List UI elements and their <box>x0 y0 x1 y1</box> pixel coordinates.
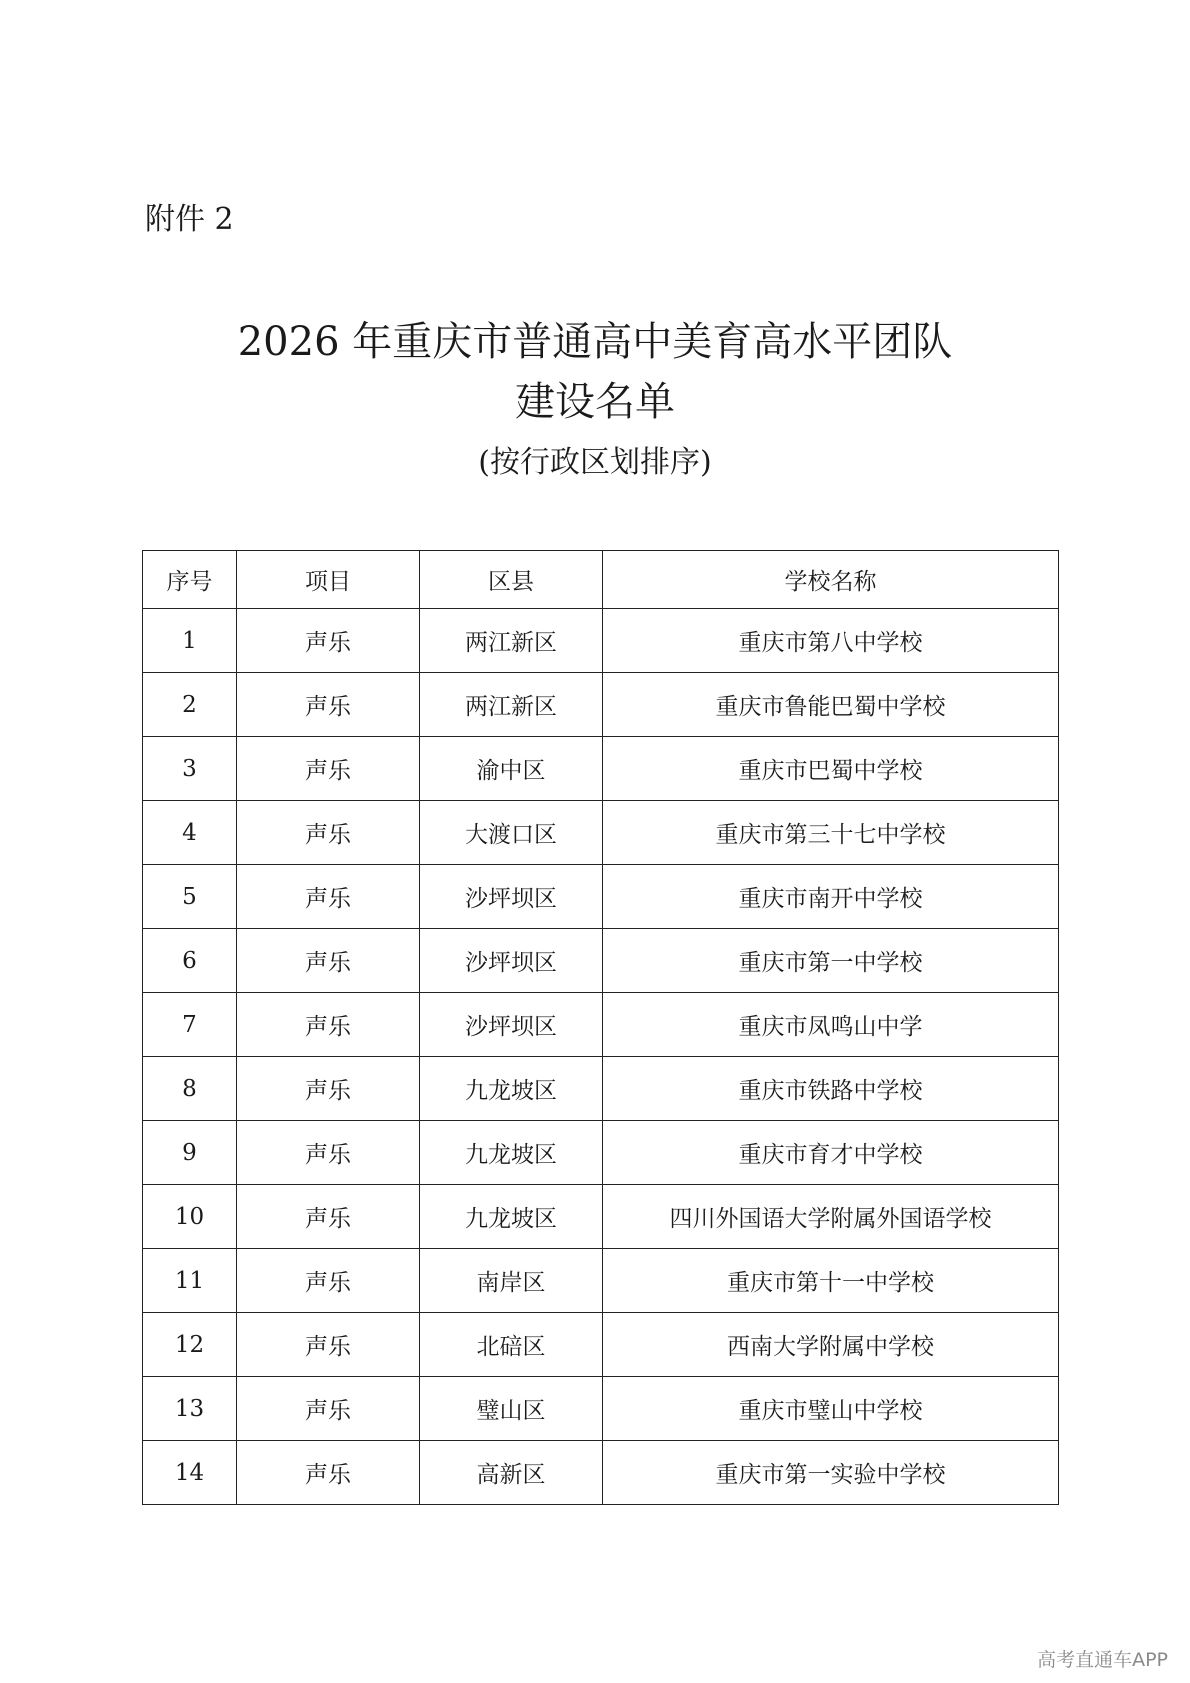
cell-district: 渝中区 <box>420 737 603 801</box>
cell-project: 声乐 <box>237 865 420 929</box>
cell-index: 4 <box>143 801 237 865</box>
cell-district: 北碚区 <box>420 1313 603 1377</box>
table-row <box>143 1249 1059 1313</box>
cell-index: 2 <box>143 673 237 737</box>
cell-index: 7 <box>143 993 237 1057</box>
cell-district: 九龙坡区 <box>420 1121 603 1185</box>
cell-district: 九龙坡区 <box>420 1185 603 1249</box>
cell-school: 重庆市第一实验中学校 <box>603 1441 1059 1505</box>
cell-school: 重庆市第三十七中学校 <box>603 801 1059 865</box>
cell-district: 沙坪坝区 <box>420 865 603 929</box>
cell-school: 重庆市第十一中学校 <box>603 1249 1059 1313</box>
cell-district: 南岸区 <box>420 1249 603 1313</box>
cell-index: 14 <box>143 1441 237 1505</box>
table-row <box>143 609 1059 673</box>
cell-school: 重庆市凤鸣山中学 <box>603 993 1059 1057</box>
cell-school: 重庆市南开中学校 <box>603 865 1059 929</box>
header-index: 序号 <box>143 551 237 609</box>
table-row <box>143 737 1059 801</box>
cell-index: 8 <box>143 1057 237 1121</box>
table-row <box>143 801 1059 865</box>
table-header-row <box>143 551 1059 609</box>
table-row <box>143 1441 1059 1505</box>
cell-school: 四川外国语大学附属外国语学校 <box>603 1185 1059 1249</box>
table-row <box>143 1057 1059 1121</box>
page-title-continued: 建设名单 <box>515 379 675 425</box>
table-body <box>143 609 1059 1505</box>
cell-index: 12 <box>143 1313 237 1377</box>
header-district: 区县 <box>420 551 603 609</box>
cell-project: 声乐 <box>237 1313 420 1377</box>
cell-project: 声乐 <box>237 1377 420 1441</box>
cell-index: 9 <box>143 1121 237 1185</box>
cell-school: 西南大学附属中学校 <box>603 1313 1059 1377</box>
cell-district: 两江新区 <box>420 609 603 673</box>
attachment-label: 附件 2 <box>145 202 234 237</box>
table-row <box>143 929 1059 993</box>
cell-project: 声乐 <box>237 673 420 737</box>
cell-school: 重庆市第八中学校 <box>603 609 1059 673</box>
cell-school: 重庆市巴蜀中学校 <box>603 737 1059 801</box>
cell-district: 两江新区 <box>420 673 603 737</box>
cell-school: 重庆市璧山中学校 <box>603 1377 1059 1441</box>
cell-project: 声乐 <box>237 737 420 801</box>
header-school: 学校名称 <box>603 551 1059 609</box>
cell-project: 声乐 <box>237 1185 420 1249</box>
cell-district: 九龙坡区 <box>420 1057 603 1121</box>
watermark: 高考直通车APP <box>1037 1649 1168 1671</box>
table-row <box>143 1185 1059 1249</box>
cell-index: 10 <box>143 1185 237 1249</box>
cell-project: 声乐 <box>237 1057 420 1121</box>
cell-school: 重庆市第一中学校 <box>603 929 1059 993</box>
page-subtitle: (按行政区划排序) <box>478 445 712 480</box>
page-title: 2026 年重庆市普通高中美育高水平团队 <box>237 319 953 365</box>
table-row <box>143 1121 1059 1185</box>
table-row <box>143 673 1059 737</box>
table-row <box>143 993 1059 1057</box>
cell-school: 重庆市铁路中学校 <box>603 1057 1059 1121</box>
cell-project: 声乐 <box>237 929 420 993</box>
cell-index: 6 <box>143 929 237 993</box>
cell-project: 声乐 <box>237 1249 420 1313</box>
table-row <box>143 1313 1059 1377</box>
cell-school: 重庆市鲁能巴蜀中学校 <box>603 673 1059 737</box>
cell-project: 声乐 <box>237 993 420 1057</box>
cell-project: 声乐 <box>237 1441 420 1505</box>
header-project: 项目 <box>237 551 420 609</box>
cell-district: 沙坪坝区 <box>420 929 603 993</box>
cell-project: 声乐 <box>237 801 420 865</box>
cell-district: 高新区 <box>420 1441 603 1505</box>
cell-index: 3 <box>143 737 237 801</box>
cell-project: 声乐 <box>237 609 420 673</box>
table-row <box>143 1377 1059 1441</box>
cell-index: 5 <box>143 865 237 929</box>
cell-district: 璧山区 <box>420 1377 603 1441</box>
cell-index: 13 <box>143 1377 237 1441</box>
cell-project: 声乐 <box>237 1121 420 1185</box>
cell-district: 大渡口区 <box>420 801 603 865</box>
roster-table <box>142 550 1059 1505</box>
cell-index: 1 <box>143 609 237 673</box>
cell-district: 沙坪坝区 <box>420 993 603 1057</box>
table-row <box>143 865 1059 929</box>
cell-index: 11 <box>143 1249 237 1313</box>
cell-school: 重庆市育才中学校 <box>603 1121 1059 1185</box>
